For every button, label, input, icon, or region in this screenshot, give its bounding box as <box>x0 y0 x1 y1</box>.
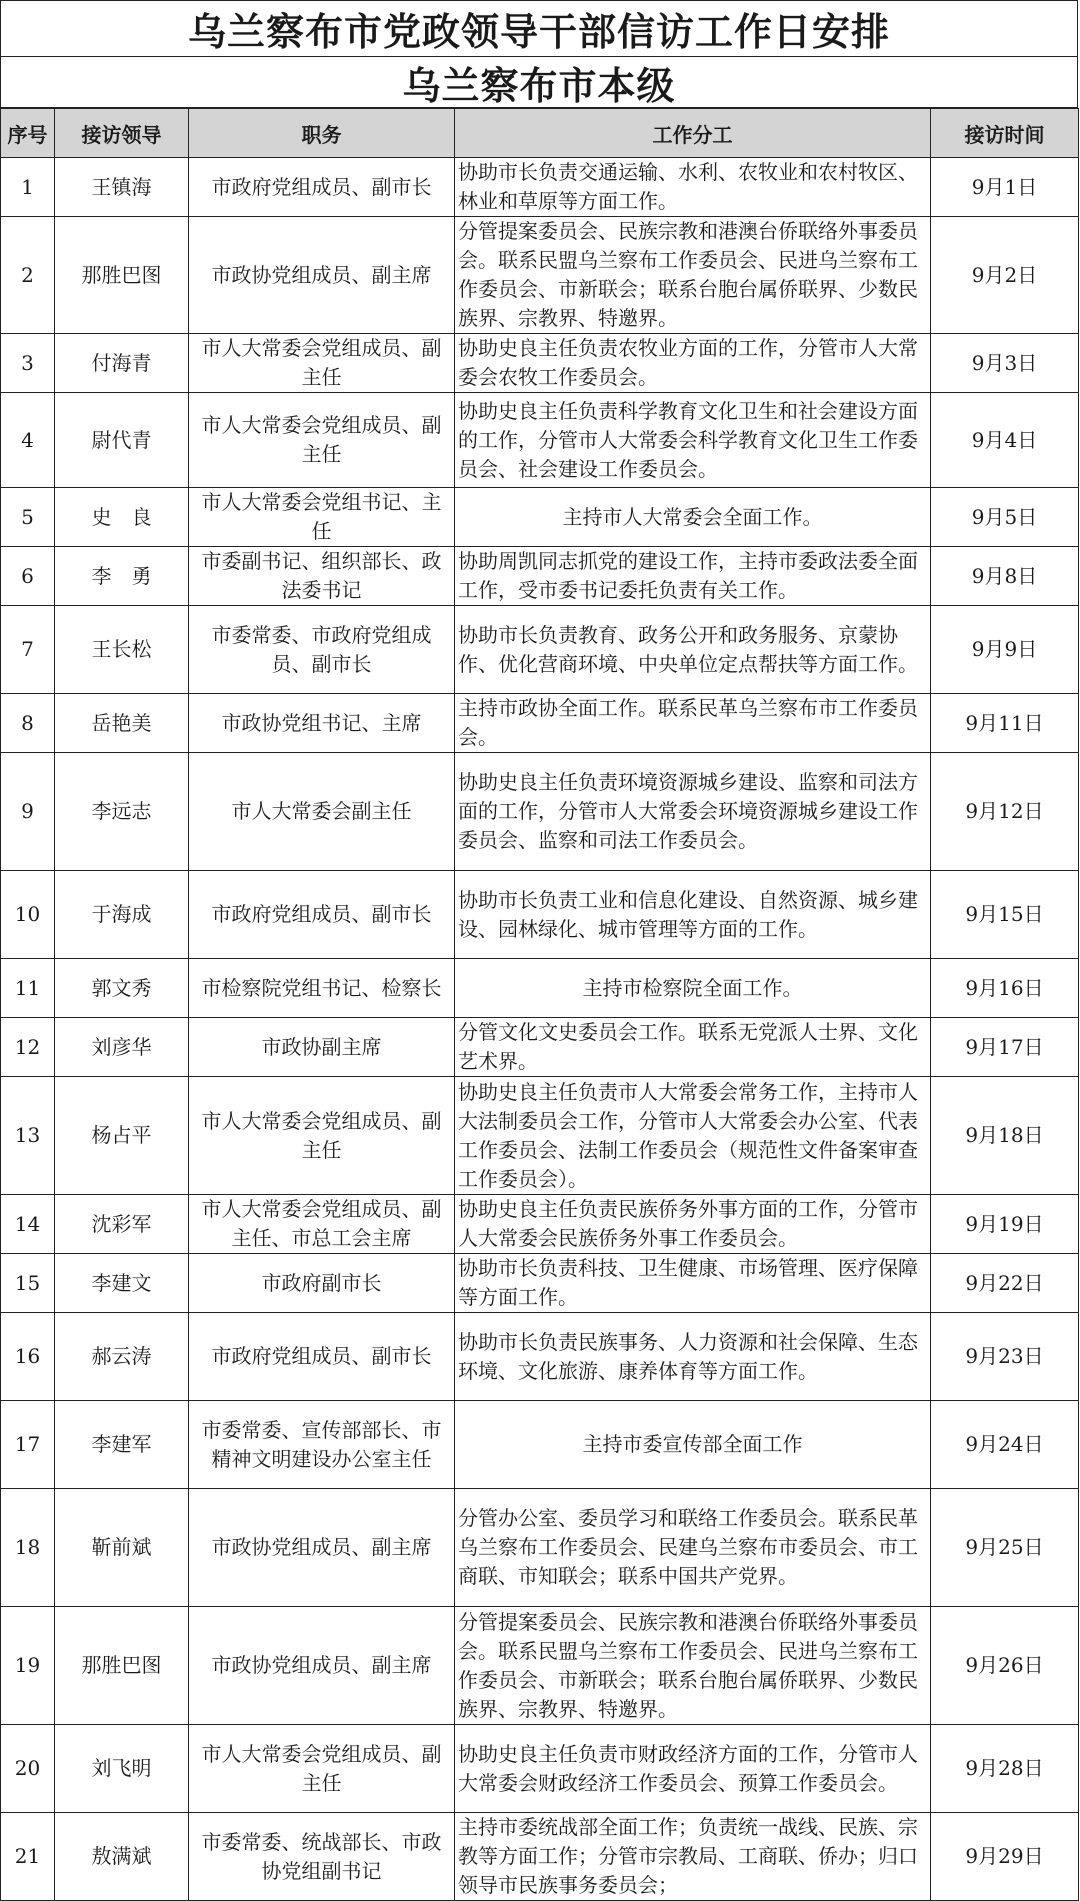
leader-post: 市人大常委会党组成员、副主任 <box>189 1077 455 1195</box>
leader-name: 刘彦华 <box>55 1018 189 1077</box>
work-duty: 协助市长负责民族事务、人力资源和社会保障、生态环境、文化旅游、康养体育等方面工作。 <box>455 1313 931 1401</box>
reception-date: 9月3日 <box>931 334 1079 393</box>
header-leader: 接访领导 <box>55 109 189 158</box>
header-post: 职务 <box>189 109 455 158</box>
leader-post: 市人大常委会副主任 <box>189 753 455 871</box>
table-row <box>1 1077 1079 1195</box>
row-number: 21 <box>1 1813 55 1901</box>
leader-name: 王镇海 <box>55 158 189 217</box>
work-duty: 分管文化文史委员会工作。联系无党派人士界、文化艺术界。 <box>455 1018 931 1077</box>
work-duty: 分管提案委员会、民族宗教和港澳台侨联络外事委员会。联系民盟乌兰察布工作委员会、民进乌兰察布工作委员会、市新联会；联系台胞台属侨联界、少数民族界、宗教界、特邀界。 <box>455 217 931 334</box>
reception-date: 9月1日 <box>931 158 1079 217</box>
work-duty: 主持市政协全面工作。联系民革乌兰察布市工作委员会。 <box>455 694 931 753</box>
row-number: 13 <box>1 1077 55 1195</box>
table-row <box>1 488 1079 547</box>
work-duty: 协助史良主任负责环境资源城乡建设、监察和司法方面的工作，分管市人大常委会环境资源城乡建设工作委员会、监察和司法工作委员会。 <box>455 753 931 871</box>
leader-post: 市政府副市长 <box>189 1254 455 1313</box>
leader-post: 市检察院党组书记、检察长 <box>189 959 455 1018</box>
reception-date: 9月24日 <box>931 1401 1079 1489</box>
document-title: 乌兰察布市党政领导干部信访工作日安排 <box>0 0 1078 56</box>
row-number: 19 <box>1 1607 55 1725</box>
row-number: 10 <box>1 871 55 959</box>
leader-name: 李建军 <box>55 1401 189 1489</box>
table-row <box>1 753 1079 871</box>
work-duty: 主持市委统战部全面工作；负责统一战线、民族、宗教等方面工作；分管市宗教局、工商联、侨办；归口领导市民族事务委员会； <box>455 1813 931 1901</box>
reception-date: 9月17日 <box>931 1018 1079 1077</box>
leader-post: 市人大常委会党组成员、副主任 <box>189 1725 455 1813</box>
row-number: 1 <box>1 158 55 217</box>
work-duty: 协助史良主任负责市人大常委会常务工作，主持市人大法制委员会工作，分管市人大常委会办公室、代表工作委员会、法制工作委员会（规范性文件备案审查工作委员会）。 <box>455 1077 931 1195</box>
leader-post: 市政协党组成员、副主席 <box>189 1607 455 1725</box>
work-duty: 协助市长负责教育、政务公开和政务服务、京蒙协作、优化营商环境、中央单位定点帮扶等方面工作。 <box>455 606 931 694</box>
row-number: 20 <box>1 1725 55 1813</box>
reception-date: 9月16日 <box>931 959 1079 1018</box>
leader-post: 市政府党组成员、副市长 <box>189 871 455 959</box>
header-duty: 工作分工 <box>455 109 931 158</box>
leader-name: 付海青 <box>55 334 189 393</box>
reception-date: 9月23日 <box>931 1313 1079 1401</box>
work-duty: 主持市检察院全面工作。 <box>455 959 931 1018</box>
leader-post: 市委常委、市政府党组成员、副市长 <box>189 606 455 694</box>
work-duty: 主持市委宣传部全面工作 <box>455 1401 931 1489</box>
table-row <box>1 1401 1079 1489</box>
header-date: 接访时间 <box>931 109 1079 158</box>
leader-post: 市政协党组成员、副主席 <box>189 1489 455 1607</box>
row-number: 14 <box>1 1195 55 1254</box>
leader-name: 刘飞明 <box>55 1725 189 1813</box>
row-number: 3 <box>1 334 55 393</box>
leader-name: 岳艳美 <box>55 694 189 753</box>
leader-post: 市政协党组成员、副主席 <box>189 217 455 334</box>
reception-date: 9月5日 <box>931 488 1079 547</box>
leader-name: 李建文 <box>55 1254 189 1313</box>
work-duty: 协助周凯同志抓党的建设工作，主持市委政法委全面工作，受市委书记委托负责有关工作。 <box>455 547 931 606</box>
leader-post: 市人大常委会党组成员、副主任 <box>189 393 455 488</box>
reception-date: 9月28日 <box>931 1725 1079 1813</box>
row-number: 2 <box>1 217 55 334</box>
table-row <box>1 1813 1079 1901</box>
reception-date: 9月26日 <box>931 1607 1079 1725</box>
row-number: 12 <box>1 1018 55 1077</box>
document-subtitle: 乌兰察布市本级 <box>0 56 1078 108</box>
leader-name: 靳前斌 <box>55 1489 189 1607</box>
schedule-table <box>0 108 1079 1901</box>
table-row <box>1 1313 1079 1401</box>
leader-name: 杨占平 <box>55 1077 189 1195</box>
table-row <box>1 871 1079 959</box>
leader-name: 那胜巴图 <box>55 1607 189 1725</box>
reception-date: 9月9日 <box>931 606 1079 694</box>
row-number: 5 <box>1 488 55 547</box>
work-duty: 分管提案委员会、民族宗教和港澳台侨联络外事委员会。联系民盟乌兰察布工作委员会、民进乌兰察布工作委员会、市新联会；联系台胞台属侨联界、少数民族界、宗教界、特邀界。 <box>455 1607 931 1725</box>
leader-post: 市人大常委会党组成员、副主任、市总工会主席 <box>189 1195 455 1254</box>
row-number: 11 <box>1 959 55 1018</box>
work-duty: 主持市人大常委会全面工作。 <box>455 488 931 547</box>
row-number: 18 <box>1 1489 55 1607</box>
leader-name: 李 勇 <box>55 547 189 606</box>
reception-date: 9月4日 <box>931 393 1079 488</box>
row-number: 8 <box>1 694 55 753</box>
table-row <box>1 1018 1079 1077</box>
reception-date: 9月15日 <box>931 871 1079 959</box>
leader-name: 郝云涛 <box>55 1313 189 1401</box>
reception-date: 9月19日 <box>931 1195 1079 1254</box>
table-header-row <box>1 109 1079 158</box>
row-number: 9 <box>1 753 55 871</box>
leader-name: 敖满斌 <box>55 1813 189 1901</box>
row-number: 6 <box>1 547 55 606</box>
leader-post: 市政协党组书记、主席 <box>189 694 455 753</box>
row-number: 4 <box>1 393 55 488</box>
leader-post: 市政协副主席 <box>189 1018 455 1077</box>
table-row <box>1 393 1079 488</box>
reception-date: 9月2日 <box>931 217 1079 334</box>
table-row <box>1 547 1079 606</box>
leader-name: 那胜巴图 <box>55 217 189 334</box>
reception-date: 9月29日 <box>931 1813 1079 1901</box>
leader-post: 市政府党组成员、副市长 <box>189 1313 455 1401</box>
table-row <box>1 1195 1079 1254</box>
row-number: 17 <box>1 1401 55 1489</box>
leader-post: 市人大常委会党组书记、主任 <box>189 488 455 547</box>
reception-date: 9月8日 <box>931 547 1079 606</box>
leader-name: 王长松 <box>55 606 189 694</box>
leader-name: 于海成 <box>55 871 189 959</box>
reception-date: 9月25日 <box>931 1489 1079 1607</box>
header-no: 序号 <box>1 109 55 158</box>
leader-post: 市委常委、宣传部部长、市精神文明建设办公室主任 <box>189 1401 455 1489</box>
reception-date: 9月18日 <box>931 1077 1079 1195</box>
work-duty: 协助史良主任负责科学教育文化卫生和社会建设方面的工作，分管市人大常委会科学教育文化卫生工作委员会、社会建设工作委员会。 <box>455 393 931 488</box>
reception-date: 9月12日 <box>931 753 1079 871</box>
leader-name: 沈彩军 <box>55 1195 189 1254</box>
reception-date: 9月11日 <box>931 694 1079 753</box>
row-number: 15 <box>1 1254 55 1313</box>
reception-date: 9月22日 <box>931 1254 1079 1313</box>
leader-post: 市政府党组成员、副市长 <box>189 158 455 217</box>
table-row <box>1 1489 1079 1607</box>
table-row <box>1 158 1079 217</box>
table-row <box>1 606 1079 694</box>
table-row <box>1 694 1079 753</box>
leader-post: 市人大常委会党组成员、副主任 <box>189 334 455 393</box>
table-row <box>1 1725 1079 1813</box>
table-row <box>1 1607 1079 1725</box>
work-duty: 协助史良主任负责农牧业方面的工作，分管市人大常委会农牧工作委员会。 <box>455 334 931 393</box>
leader-name: 郭文秀 <box>55 959 189 1018</box>
work-duty: 协助史良主任负责市财政经济方面的工作，分管市人大常委会财政经济工作委员会、预算工作委员会。 <box>455 1725 931 1813</box>
leader-name: 史 良 <box>55 488 189 547</box>
table-row <box>1 334 1079 393</box>
table-row <box>1 1254 1079 1313</box>
work-duty: 协助市长负责科技、卫生健康、市场管理、医疗保障等方面工作。 <box>455 1254 931 1313</box>
table-row <box>1 217 1079 334</box>
table-row <box>1 959 1079 1018</box>
leader-name: 尉代青 <box>55 393 189 488</box>
work-duty: 协助史良主任负责民族侨务外事方面的工作，分管市人大常委会民族侨务外事工作委员会。 <box>455 1195 931 1254</box>
work-duty: 协助市长负责交通运输、水利、农牧业和农村牧区、林业和草原等方面工作。 <box>455 158 931 217</box>
row-number: 16 <box>1 1313 55 1401</box>
work-duty: 分管办公室、委员学习和联络工作委员会。联系民革乌兰察布工作委员会、民建乌兰察布市委员会、市工商联、市知联会；联系中国共产党界。 <box>455 1489 931 1607</box>
work-duty: 协助市长负责工业和信息化建设、自然资源、城乡建设、园林绿化、城市管理等方面的工作。 <box>455 871 931 959</box>
leader-name: 李远志 <box>55 753 189 871</box>
leader-post: 市委常委、统战部长、市政协党组副书记 <box>189 1813 455 1901</box>
row-number: 7 <box>1 606 55 694</box>
leader-post: 市委副书记、组织部长、政法委书记 <box>189 547 455 606</box>
